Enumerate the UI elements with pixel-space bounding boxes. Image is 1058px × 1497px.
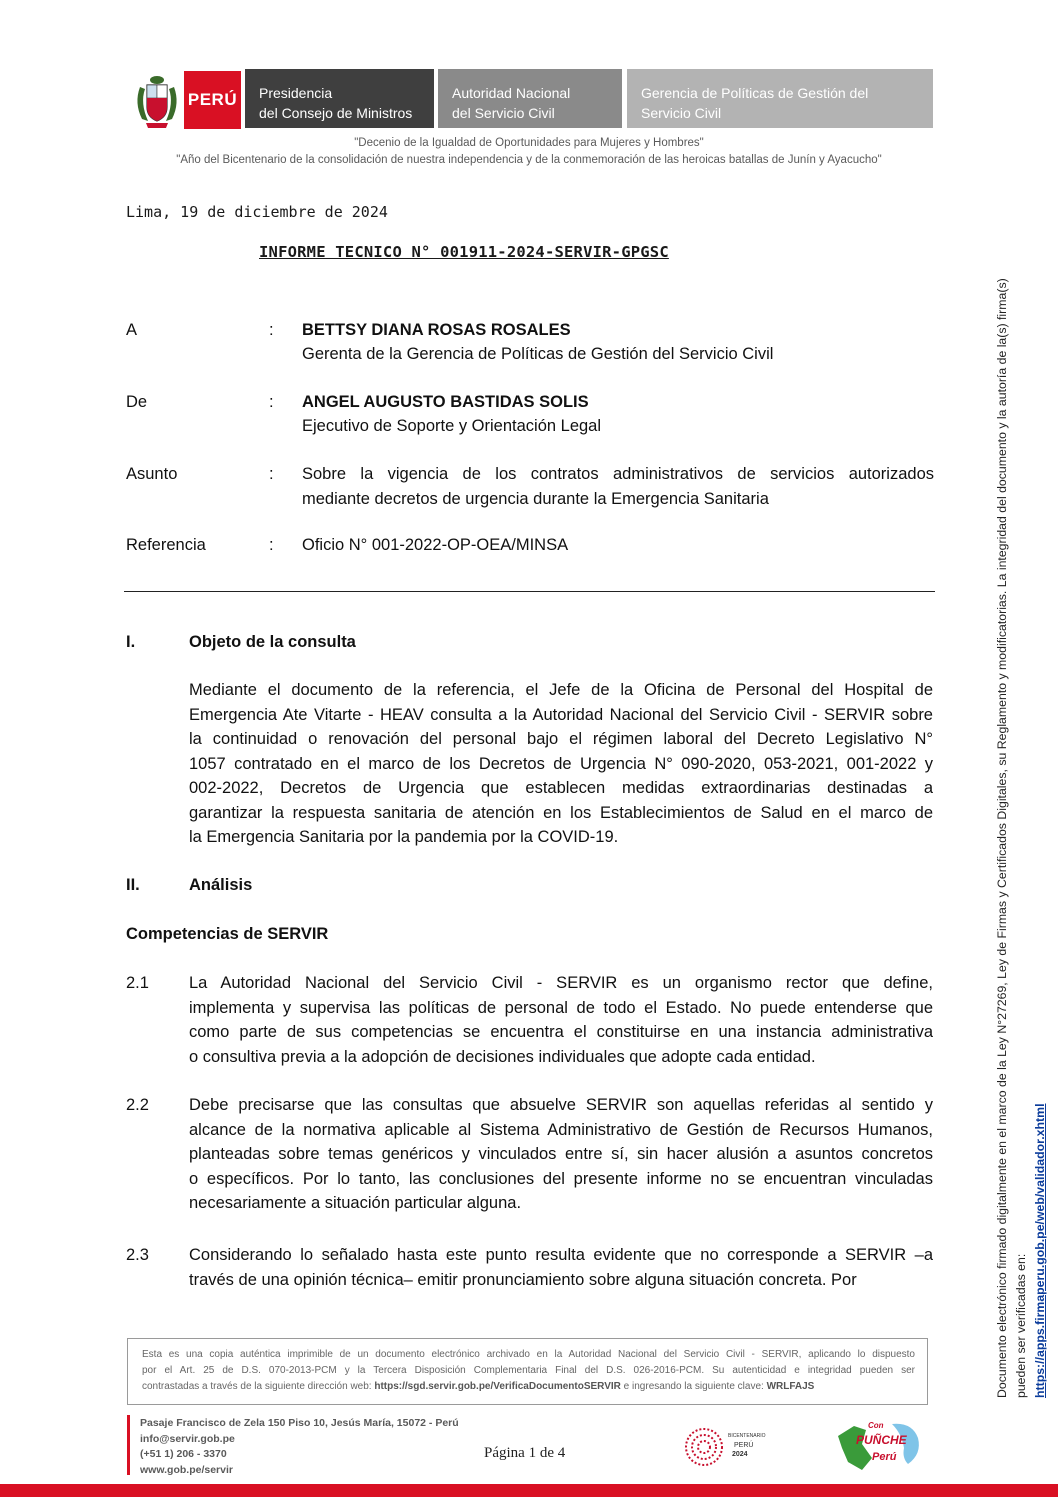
paragraph-line: como parte de sus competencias se encuentra el constituirse en una instancia administrativa: [189, 1023, 933, 1041]
paragraph-number: 2.1: [126, 974, 149, 992]
anio-line: "Año del Bicentenario de la consolidación de nuestra independencia y de la conmemoración de las heroicas batallas de Junín y Ayacucho": [176, 154, 882, 166]
document-number: INFORME TECNICO N° 001911-2024-SERVIR-GPGSC: [259, 243, 669, 261]
contact-block: [140, 1416, 459, 1478]
verification-url-link[interactable]: https://sgd.servir.gob.pe/VerificaDocumentoSERVIR: [374, 1381, 621, 1392]
header-box-servir-line2: del Servicio Civil: [452, 105, 555, 121]
paragraph-line: garantizar la respuesta sanitaria de atención en los Establecimientos de Salud en el marco de: [189, 803, 933, 822]
con-punche-peru-logo-icon: [832, 1418, 924, 1474]
section-number: I.: [126, 633, 136, 651]
paragraph-line: través de una opinión técnica– emitir pronunciamiento sobre alguna situación concreta. Por: [189, 1270, 857, 1289]
orgullo-con: Con: [868, 1421, 884, 1430]
notice-mid: e ingresando la siguiente clave:: [620, 1381, 767, 1392]
subject-line: Sobre la vigencia de los contratos administrativos de servicios autorizados: [302, 465, 934, 483]
orgullo-punche: PUÑCHE: [856, 1433, 907, 1447]
validator-link[interactable]: https://apps.firmaperu.gob.pe/web/validador.xhtml: [1033, 1103, 1047, 1398]
paragraph-line: la continuidad o renovación del personal bajo el régimen laboral del Decreto Legislativo N°: [189, 730, 933, 748]
side-line1: Documento electrónico firmado digitalmente en el marco de la Ley N°27269, Ley de Firmas y Certificados Digitales, su Reglamento y modificatorias. La integridad del documento y la autoría de la(s) firma(s): [995, 278, 1009, 1398]
paragraph-line: 002-2022, Decretos de Urgencia que establecen medidas extraordinarias destinadas a: [189, 779, 933, 797]
page-number: Página 1 de 4: [484, 1445, 566, 1461]
paragraph-line: la Emergencia Sanitaria por la pandemia por la COVID-19.: [189, 828, 619, 846]
header-box-servir-line1: Autoridad Nacional: [452, 85, 571, 101]
to-block: [302, 318, 934, 366]
contact-web[interactable]: www.gob.pe/servir: [140, 1463, 233, 1476]
digital-signature-note: [993, 208, 1050, 1398]
header-box-gerencia-line1: Gerencia de Políticas de Gestión del: [641, 85, 869, 101]
contact-phone: (+51 1) 206 - 3370: [140, 1448, 227, 1460]
header-box-gerencia-line2: Servicio Civil: [641, 105, 722, 121]
section1-paragraph: [189, 678, 933, 850]
from-name: ANGEL AUGUSTO BASTIDAS SOLIS: [302, 393, 589, 411]
to-colon: :: [269, 321, 274, 339]
authenticity-notice: [127, 1338, 928, 1405]
side-line2-pre: pueden ser verificadas en:: [1014, 1253, 1028, 1398]
orgullo-peru: Perú: [872, 1451, 897, 1463]
reference-label: Referencia: [126, 536, 206, 554]
subsection-title: Competencias de SERVIR: [126, 925, 329, 943]
header-box-pcm-line2: del Consejo de Ministros: [259, 105, 413, 121]
subject-text: [302, 462, 934, 511]
from-role: Ejecutivo de Soporte y Orientación Legal: [302, 417, 602, 435]
paragraph-line: Mediante el documento de la referencia, el Jefe de la Oficina de Personal del Hospital de: [189, 681, 933, 699]
notice-pre: contrastadas a través de la siguiente dirección web:: [142, 1381, 375, 1392]
reference-colon: :: [269, 536, 274, 554]
to-label: A: [126, 321, 138, 339]
subject-colon: :: [269, 465, 274, 483]
from-colon: :: [269, 393, 274, 411]
reference-text: Oficio N° 001-2022-OP-OEA/MINSA: [302, 536, 569, 554]
section-number: II.: [126, 876, 140, 894]
bottom-red-strip: [0, 1484, 1058, 1497]
section-title: Objeto de la consulta: [189, 633, 356, 651]
subject-label: Asunto: [126, 465, 178, 483]
header-box-gerencia: [627, 69, 933, 128]
footer-red-bar: [127, 1415, 130, 1475]
paragraph-line: La Autoridad Nacional del Servicio Civil - SERVIR es un organismo rector que define,: [189, 974, 933, 992]
contact-email[interactable]: info@servir.gob.pe: [140, 1432, 235, 1445]
contact-address: Pasaje Francisco de Zela 150 Piso 10, Jesús María, 15072 - Perú: [140, 1417, 459, 1429]
decenio-line: "Decenio de la Igualdad de Oportunidades para Mujeres y Hombres": [354, 137, 704, 149]
side-line2: [1012, 208, 1050, 1398]
paragraph-number: 2.2: [126, 1096, 149, 1114]
bicentenario-logo-icon: [684, 1425, 770, 1469]
peru-label: PERÚ: [184, 71, 241, 129]
paragraph-line: o consultiva previa a la adopción de decisiones individuales que adopte cada entidad.: [189, 1047, 816, 1066]
peru-coat-of-arms-icon: [132, 73, 182, 131]
header-box-servir: [438, 69, 622, 128]
from-label: De: [126, 393, 148, 411]
paragraph-line: Debe precisarse que las consultas que absuelve SERVIR son aquellas referidas al sentido y: [189, 1096, 933, 1114]
paragraph-line: Emergencia Ate Vitarte - HEAV consulta a la Autoridad Nacional del Servicio Civil - SERVIR sobre: [189, 705, 933, 724]
paragraph-2-1: [189, 971, 933, 1069]
subject-line: mediante decretos de urgencia durante la Emergencia Sanitaria: [302, 489, 769, 508]
paragraph-2-3: [189, 1243, 933, 1292]
paragraph-line: o específicos. Por lo tanto, las conclusiones del presente informe no se encuentran vinculadas: [189, 1169, 933, 1188]
section-title: Análisis: [189, 876, 253, 894]
paragraph-line: Considerando lo señalado hasta este punto resulta evidente que no corresponde a SERVIR –a: [189, 1246, 933, 1264]
verification-key: WRLFAJS: [766, 1381, 815, 1392]
header-box-pcm-line1: Presidencia: [259, 85, 333, 101]
document-date: Lima, 19 de diciembre de 2024: [126, 203, 388, 221]
paragraph-line: alcance de la normativa aplicable al Sistema Administrativo de Gestión de Recursos Humanos,: [189, 1120, 933, 1139]
notice-line: por el Art. 25 de D.S. 070-2013-PCM y la Tercera Disposición Complementaria Final del D.S. 026-2016-PCM. Su autenticidad e integridad pueden ser: [142, 1365, 915, 1376]
to-name: BETTSY DIANA ROSAS ROSALES: [302, 321, 571, 339]
paragraph-line: implementa y supervisa las políticas de personal de todo el Estado. No puede entenderse que: [189, 998, 933, 1017]
paragraph-line: necesariamente a situación particular alguna.: [189, 1194, 522, 1212]
paragraph-line: planteadas sobre temas genéricos y vinculados entre sí, sin hacer alusión a asuntos concretos: [189, 1145, 933, 1163]
from-block: [302, 390, 934, 438]
paragraph-number: 2.3: [126, 1246, 149, 1264]
to-role: Gerenta de la Gerencia de Políticas de Gestión del Servicio Civil: [302, 345, 774, 363]
paragraph-line: 1057 contratado en el marco de los Decretos de Urgencia N° 090-2020, 053-2021, 001-2022 y: [189, 754, 933, 773]
bicentenario-small: BICENTENARIO: [728, 1433, 766, 1439]
bicentenario-year: 2024: [732, 1451, 748, 1458]
bicentenario-peru: PERÚ: [734, 1442, 754, 1449]
header-divider: [124, 591, 935, 592]
notice-line: [142, 1379, 915, 1395]
paragraph-2-2: [189, 1093, 933, 1216]
header-box-pcm: [245, 69, 434, 128]
notice-line: Esta es una copia auténtica imprimible de un documento electrónico archivado en la Autoridad Nacional del Servicio Civil - SERVIR, aplicando lo dispuesto: [142, 1349, 915, 1360]
